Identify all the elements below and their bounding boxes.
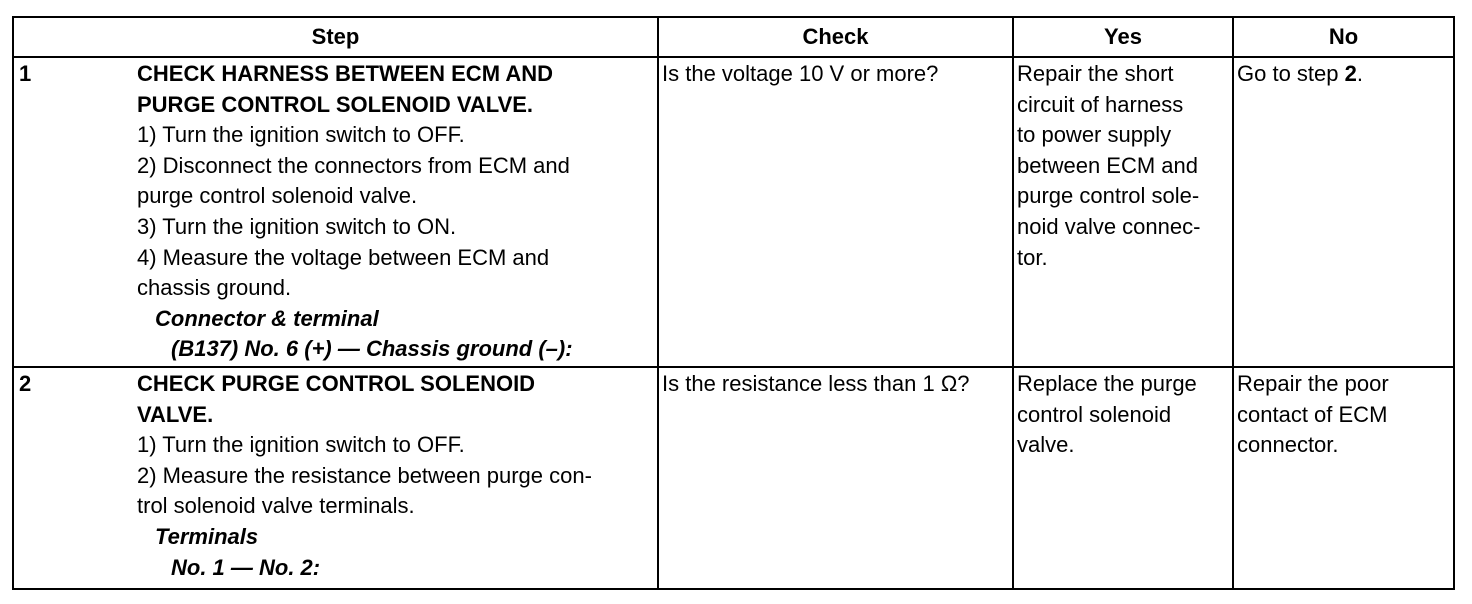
step-cell bbox=[13, 57, 658, 367]
step-number: 1 bbox=[19, 61, 32, 86]
yes-action-line: Replace the purge bbox=[1017, 371, 1197, 396]
yes-action-line: between ECM and bbox=[1017, 152, 1198, 178]
header-no: No bbox=[1233, 17, 1454, 57]
header-step: Step bbox=[13, 17, 658, 57]
check-question: Is the resistance less than 1 Ω? bbox=[662, 371, 970, 396]
yes-action-line: Repair the short bbox=[1017, 61, 1174, 86]
step-instruction: 2) Disconnect the connectors from ECM and bbox=[137, 152, 570, 178]
spec-label: Terminals bbox=[155, 523, 259, 549]
check-cell bbox=[658, 367, 1013, 589]
no-action-prefix: Go to step bbox=[1237, 61, 1345, 86]
step-title-line: CHECK HARNESS BETWEEN ECM AND bbox=[137, 61, 553, 86]
yes-action-line: control solenoid bbox=[1017, 401, 1172, 427]
no-action-suffix: . bbox=[1356, 61, 1363, 86]
no-action bbox=[1237, 59, 1450, 90]
yes-action-line: tor. bbox=[1017, 244, 1048, 270]
diagnostic-table bbox=[12, 16, 1455, 590]
step-cell bbox=[13, 367, 658, 589]
yes-cell bbox=[1013, 367, 1233, 589]
yes-cell bbox=[1013, 57, 1233, 367]
check-question: Is the voltage 10 V or more? bbox=[662, 61, 939, 86]
yes-action-line: circuit of harness bbox=[1017, 91, 1184, 117]
step-instruction: trol solenoid valve terminals. bbox=[137, 493, 415, 519]
step-instruction: 1) Turn the ignition switch to OFF. bbox=[137, 432, 465, 458]
step-number: 2 bbox=[19, 371, 32, 396]
step-instruction: chassis ground. bbox=[137, 275, 292, 301]
step-title-line: PURGE CONTROL SOLENOID VALVE. bbox=[137, 91, 534, 117]
check-cell bbox=[658, 57, 1013, 367]
step-title-line: VALVE. bbox=[137, 401, 214, 427]
spec-label: Connector & terminal bbox=[155, 305, 379, 331]
header-row bbox=[13, 17, 1454, 57]
spec-value: (B137) No. 6 (+) — Chassis ground (–): bbox=[171, 336, 573, 362]
no-action-line: Repair the poor bbox=[1237, 371, 1389, 396]
no-action-line: contact of ECM bbox=[1237, 401, 1388, 427]
no-action-line: connector. bbox=[1237, 432, 1339, 458]
step-instruction: 2) Measure the resistance between purge con- bbox=[137, 462, 592, 488]
step-instruction: 1) Turn the ignition switch to OFF. bbox=[137, 122, 465, 148]
step-instruction: purge control solenoid valve. bbox=[137, 183, 418, 209]
yes-action-line: noid valve connec- bbox=[1017, 213, 1201, 239]
no-action-step-link: 2 bbox=[1344, 61, 1357, 86]
yes-action-line: purge control sole- bbox=[1017, 183, 1200, 209]
yes-action-line: to power supply bbox=[1017, 122, 1172, 148]
no-cell bbox=[1233, 367, 1454, 589]
table-row bbox=[13, 367, 1454, 589]
no-cell bbox=[1233, 57, 1454, 367]
step-title-line: CHECK PURGE CONTROL SOLENOID bbox=[137, 371, 536, 396]
step-instruction: 4) Measure the voltage between ECM and bbox=[137, 244, 550, 270]
header-check: Check bbox=[658, 17, 1013, 57]
yes-action-line: valve. bbox=[1017, 432, 1075, 458]
step-instruction: 3) Turn the ignition switch to ON. bbox=[137, 213, 457, 239]
header-yes: Yes bbox=[1013, 17, 1233, 57]
table-row bbox=[13, 57, 1454, 367]
spec-value: No. 1 — No. 2: bbox=[171, 554, 321, 580]
